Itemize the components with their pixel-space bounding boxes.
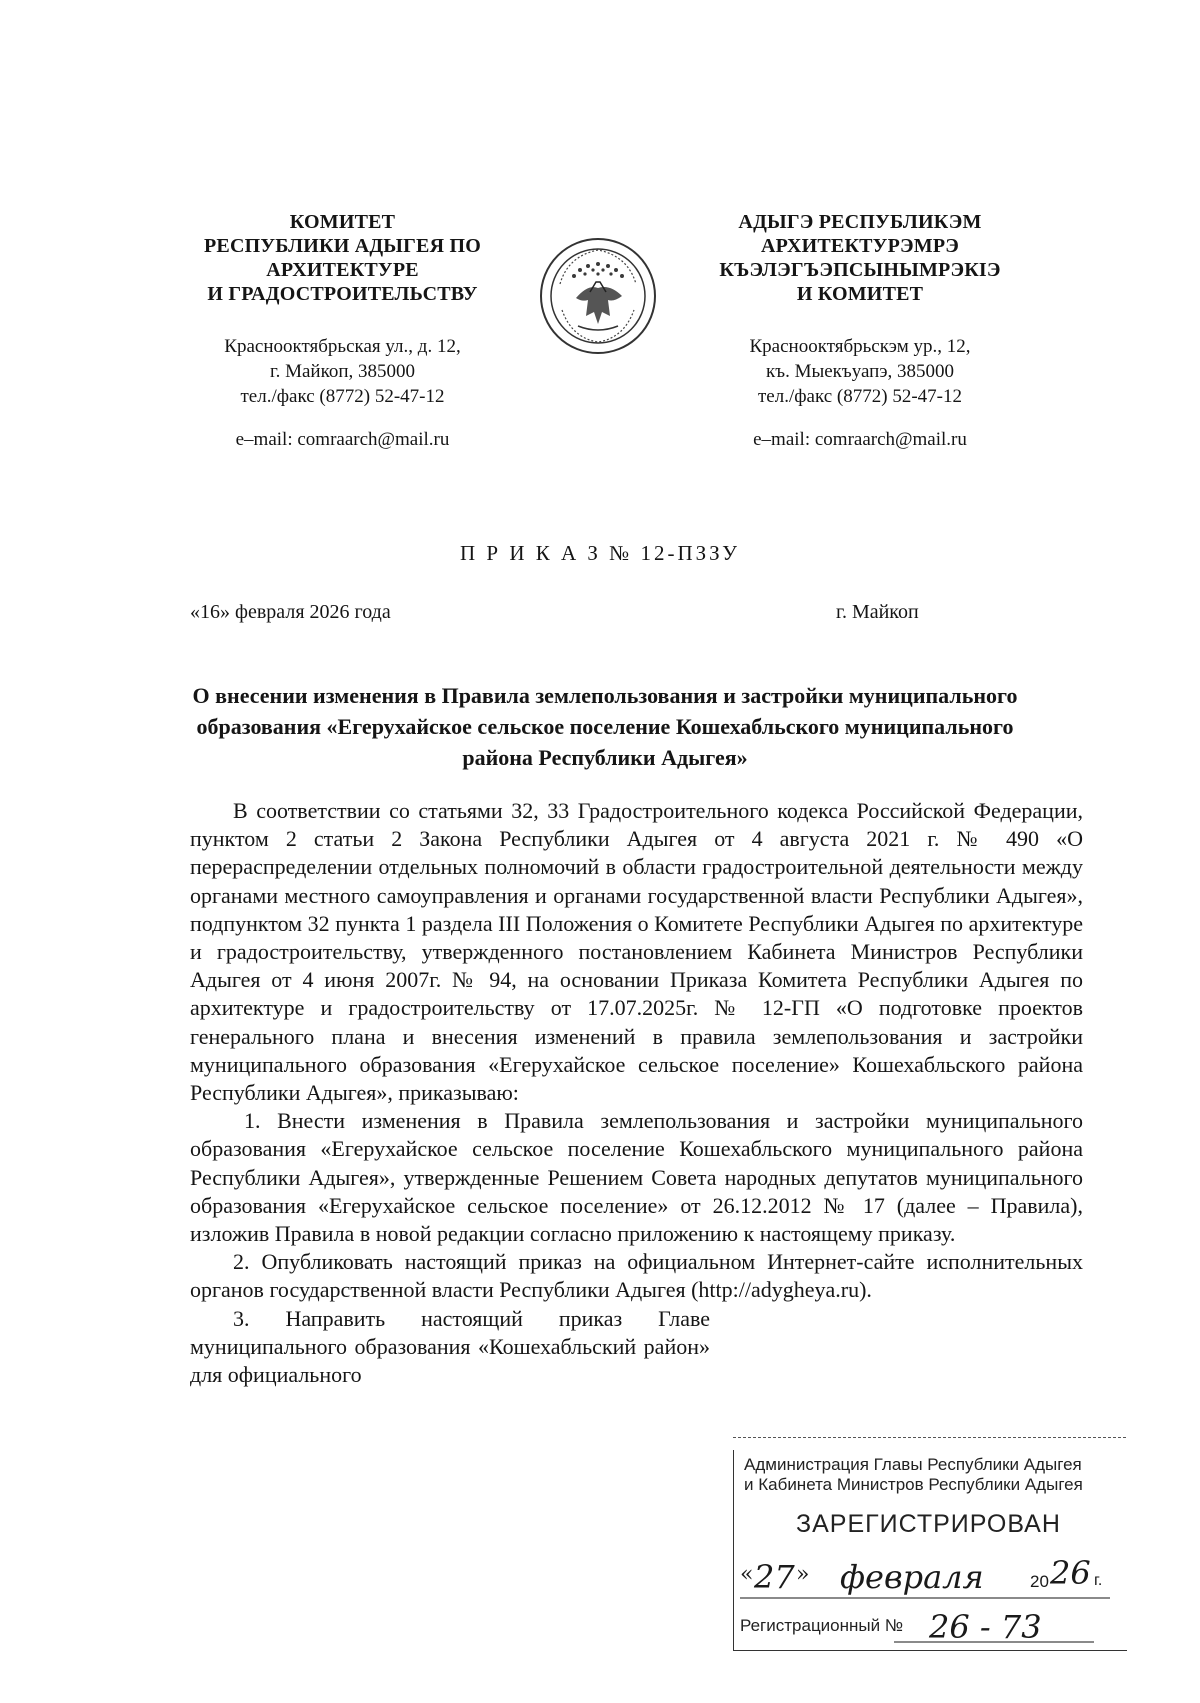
- item-1-paragraph: 1. Внести изменения в Правила землепользования и застройки муниципального образования «Егерухайское сельское поселение Кошехабльского муниципального района Республики Адыгея», утвержденные Решением Совета народных депутатов муниципального образования «Егерухайское сельское поселение» от 26.12.2012 № 17 (далее – Правила), изложив Правила в новой редакции согласно приложению к настоящему приказу.: [190, 1108, 1083, 1247]
- org-line: АДЫГЭ РЕСПУБЛИКЭМ: [738, 211, 982, 233]
- preamble-paragraph: В соответствии со статьями 32, 33 Градостроительного кодекса Российской Федерации, пунктом 2 статьи 2 Закона Республики Адыгея от 4 августа 2021 г. № 490 «О перераспределении отдельных полномочий в области градостроительной деятельности между органами местного самоуправления и органами государственной власти Республики Адыгея», подпунктом 32 пункта 1 раздела III Положения о Комитете Республики Адыгея по архитектуре и градостроительству, утвержденного постановлением Кабинета Министров Республики Адыгея от 4 июня 2007г. № 94, на основании Приказа Комитета Республики Адыгея по архитектуре и градостроительству от 17.07.2025г. № 12-ГП «О подготовке проектов генерального плана и внесения изменений в правила землепользования и застройки муниципального образования «Егерухайское сельское поселение» Кошехабльского района Республики Адыгея», приказываю:: [190, 798, 1083, 1106]
- org-line: КОМИТЕТ: [289, 211, 396, 233]
- org-line: И КОМИТЕТ: [796, 283, 924, 305]
- stamp-date-year-suffix: 26: [1050, 1554, 1091, 1592]
- stamp-org-line-2: и Кабинета Министров Республики Адыгея: [744, 1475, 1083, 1494]
- email-ady: e–mail: comraarch@mail.ru: [753, 429, 967, 450]
- header-right: [695, 210, 1025, 452]
- order-title: П Р И К А З № 12-ПЗЗУ: [459, 541, 741, 565]
- org-line: И ГРАДОСТРОИТЕЛЬСТВУ: [207, 283, 478, 305]
- stamp-reg-label: Регистрационный №: [740, 1616, 904, 1635]
- email-ru: e–mail: comraarch@mail.ru: [235, 429, 450, 450]
- address-line: Краснооктябрьская ул., д. 12,: [224, 336, 461, 357]
- address-ru: [170, 334, 515, 409]
- org-name-ady: [695, 210, 1025, 306]
- address-line: г. Майкоп, 385000: [269, 361, 416, 382]
- header-left: [170, 210, 515, 452]
- stamp-date-day: 27: [754, 1558, 795, 1596]
- stamp-date-year-prefix: 20: [1030, 1572, 1049, 1591]
- address-line: къ. Мыекъуапэ, 385000: [766, 361, 954, 382]
- stamp-date-month: февраля: [840, 1558, 984, 1596]
- address-ady: [695, 334, 1025, 409]
- order-city: г. Майкоп: [836, 601, 919, 623]
- stamp-top-border: [733, 1437, 1126, 1438]
- stamp-date-year-g: г.: [1094, 1572, 1103, 1589]
- item-3-paragraph: 3. Направить настоящий приказ Главе муниципального образования «Кошехабльский район» для официального: [190, 1305, 710, 1388]
- stamp-date-underline: [740, 1596, 1110, 1600]
- item-2-paragraph: 2. Опубликовать настоящий приказ на официальном Интернет-сайте исполнительных органов государственной власти Республики Адыгея (http://adygheya.ru).: [190, 1249, 1083, 1303]
- org-name-ru: [170, 210, 515, 306]
- order-subject: О внесении изменения в Правила землепользования и застройки муниципального образования «Егерухайское сельское поселение Кошехабльского муниципального района Республики Адыгея»: [192, 683, 1018, 770]
- address-line: Краснооктябрьскэм ур., 12,: [749, 336, 971, 357]
- stamp-reg-underline: [894, 1640, 1094, 1644]
- order-body: [190, 797, 1083, 1389]
- org-line: АРХИТЕКТУРЭМРЭ: [760, 235, 960, 257]
- stamp-date-close-quote: »: [796, 1562, 810, 1587]
- address-line: тел./факс (8772) 52-47-12: [758, 386, 962, 407]
- org-line: РЕСПУБЛИКИ АДЫГЕЯ ПО: [204, 235, 481, 257]
- org-line: АРХИТЕКТУРЕ: [266, 259, 419, 281]
- stamp-reg-number: 26 - 73: [929, 1608, 1042, 1646]
- stamp-org-line-1: Администрация Главы Республики Адыгея: [744, 1455, 1082, 1474]
- stamp-date-open-quote: «: [740, 1562, 754, 1587]
- stamp-title: ЗАРЕГИСТРИРОВАН: [796, 1510, 1061, 1538]
- republic-of-adygea-coat-of-arms-icon: [538, 236, 658, 356]
- org-line: КЪЭЛЭГЪЭПСЫНЫМРЭКIЭ: [719, 259, 1001, 281]
- order-date: «16» февраля 2026 года: [190, 601, 391, 623]
- registration-stamp: [733, 1450, 1127, 1651]
- address-line: тел./факс (8772) 52-47-12: [240, 386, 445, 407]
- stamp-date: [740, 1554, 1112, 1604]
